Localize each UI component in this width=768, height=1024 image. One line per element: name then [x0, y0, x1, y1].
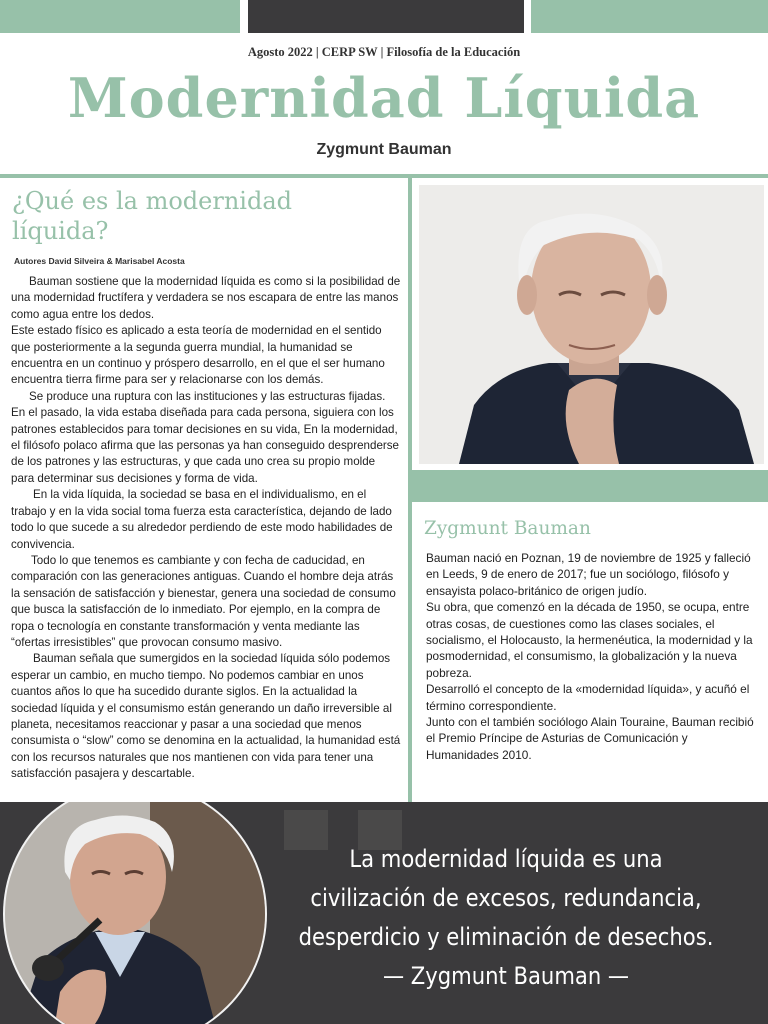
top-bar-center — [248, 0, 524, 33]
bio-paragraph: Bauman nació en Poznan, 19 de noviembre de 1925 y falleció en Leeds, 9 de enero de 2017; fue un sociólogo, filósofo y ensayista polaco-británico de origen judío. — [426, 551, 751, 598]
article-heading-line: líquida? — [12, 217, 109, 245]
article-heading — [12, 186, 392, 246]
article-paragraph: En la vida líquida, la sociedad se basa en el individualismo, en el trabajo y en la vida social toma fuerza esta característica, dejando de lado todo lo que sucede a su alrededor perdiendo de este modo habilidades de convivencia. — [11, 488, 393, 551]
bauman-portrait — [419, 185, 764, 464]
quote-line: desperdicio y eliminación de desechos. — [298, 923, 714, 951]
bio-paragraph: Su obra, que comenzó en la década de 1950, se ocupa, entre otras cosas, de cuestiones como las clases sociales, el socialismo, el Holocausto, la hermenéutica, la modernidad y la posmodernidad, el consumismo, la globalización y la nueva pobreza. — [426, 600, 753, 680]
quote-author: — Zygmunt Bauman — — [382, 962, 630, 990]
page-subtitle: Zygmunt Bauman — [316, 141, 452, 158]
portrait-illustration — [419, 185, 764, 464]
quote-line: La modernidad líquida es una — [349, 845, 663, 873]
bauman-pipe-portrait — [0, 802, 270, 1024]
quote-section — [0, 802, 768, 1024]
article-paragraph: Bauman sostiene que la modernidad líquida es como si la posibilidad de una modernidad fructífera y verdadera se nos escapara de entre las manos como agua entre los dedos. — [11, 275, 401, 321]
top-bar-left — [0, 0, 240, 33]
quote-line: civilización de excesos, redundancia, — [310, 884, 702, 912]
quote-text — [286, 840, 726, 996]
issue-meta: Agosto 2022 | CERP SW | Filosofía de la Educación — [247, 45, 521, 59]
article-authors: Autores David Silveira & Marisabel Acosta — [14, 256, 185, 266]
article-paragraph: Este estado físico es aplicado a esta teoría de modernidad en el sentido que posteriormente a la segunda guerra mundial, la humanidad se encuentra en un continuo y próspero desarrollo, en el que el ser humano encuentra tierra firme para ser y relacionarse con los demás. — [11, 324, 385, 387]
page-title: Modernidad Líquida — [67, 66, 701, 130]
article-paragraph: Bauman señala que sumergidos en la sociedad líquida sólo podemos esperar un cambio, en mucho tiempo. No podemos cambiar en unos cuantos años lo que ha sucedido durante siglos. En la actualidad la sociedad líquida y el consumismo están generando un daño irreversible al planeta, necesitamos reaccionar y pasar a una sociedad que menos consumista o “slow” como se denomina en la actualidad, la humanidad está con los recursos naturales que nos mantienen con vida para tener una satisfacción pasajera y descartable. — [11, 652, 401, 781]
article-paragraph: Se produce una ruptura con las instituciones y las estructuras fijadas. En el pasado, la vida estaba diseñada para cada persona, siguiera con los patrones establecidos para tomar decisiones en su vida, En la modernidad, el filósofo polaco afirma que las personas ya han conseguido desprenderse de los patrones y las estructuras, y que cada uno crea su propio molde para determinar sus decisiones y forma de vida. — [11, 389, 399, 485]
bio-paragraph: Junto con el también sociólogo Alain Touraine, Bauman recibió el Premio Príncipe de Asturias de Comunicación y Humanidades 2010. — [426, 715, 754, 762]
article-body — [11, 274, 401, 783]
bio-banner — [412, 470, 768, 502]
bio-paragraph: Desarrolló el concepto de la «modernidad líquida», y acuñó el término correspondiente. — [426, 682, 750, 713]
article-heading-line: ¿Qué es la modernidad — [12, 187, 293, 215]
bio-body — [426, 550, 762, 763]
bio-heading: Zygmunt Bauman — [424, 518, 591, 539]
header-divider — [0, 174, 768, 178]
top-bar-right — [531, 0, 768, 33]
article-paragraph: Todo lo que tenemos es cambiante y con fecha de caducidad, en comparación con las generaciones antiguas. Cuando el hombre deja atrás la sensación de satisfacción y bienestar, genera una sociedad de consumo que busca la satisfacción de lo inmediato. Por ejemplo, en la compra de ropa o tecnología en constante transformación y venta mediante las “ofertas irresistibles” que provocan consumo masivo. — [11, 553, 396, 649]
